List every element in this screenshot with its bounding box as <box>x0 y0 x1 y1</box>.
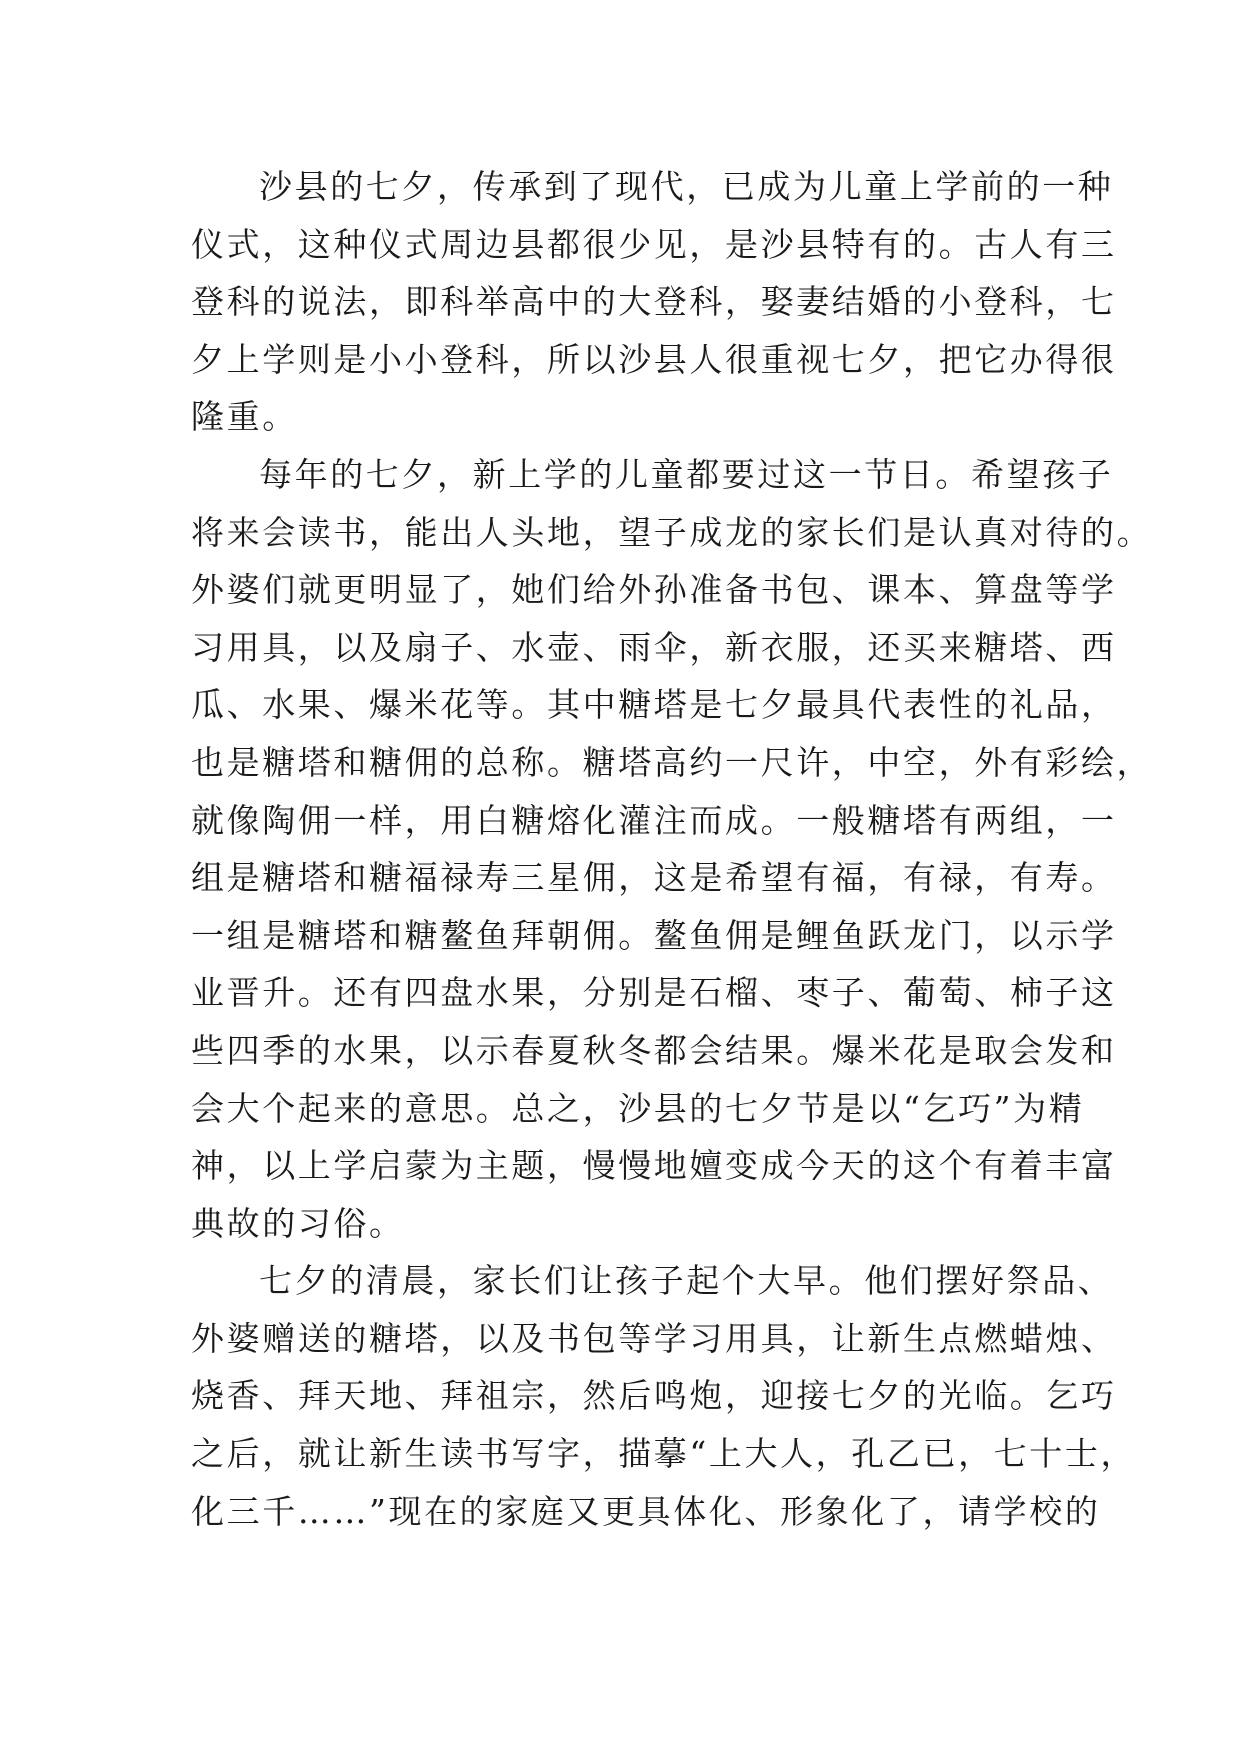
paragraph-2-line: 将来会读书，能出人头地，望子成龙的家长们是认真对待的。 <box>191 512 1153 552</box>
paragraph-2-line: 外婆们就更明显了，她们给外孙准备书包、课本、算盘等学 <box>191 570 1117 610</box>
paragraph-2-line: 业晋升。还有四盘水果，分别是石榴、枣子、葡萄、柿子这 <box>191 973 1117 1013</box>
paragraph-2-line: 就像陶佣一样，用白糖熔化灌注而成。一般糖塔有两组，一 <box>191 800 1117 840</box>
paragraph-2-line: 每年的七夕，新上学的儿童都要过这一节日。希望孩子 <box>259 454 1114 494</box>
body-text <box>191 158 1153 1540</box>
paragraph-3-line: 烧香、拜天地、拜祖宗，然后鸣炮，迎接七夕的光临。乞巧 <box>191 1376 1117 1416</box>
paragraph-2-line: 习用具，以及扇子、水壶、雨伞，新衣服，还买来糖塔、西 <box>191 627 1117 667</box>
paragraph-1-line: 夕上学则是小小登科，所以沙县人很重视七夕，把它办得很 <box>191 339 1117 379</box>
paragraph-2-line: 一组是糖塔和糖鳌鱼拜朝佣。鳌鱼佣是鲤鱼跃龙门，以示学 <box>191 915 1117 955</box>
paragraph-2-line: 瓜、水果、爆米花等。其中糖塔是七夕最具代表性的礼品， <box>191 685 1117 725</box>
paragraph-3-line: 之后，就让新生读书写字，描摹“上大人，孔乙已，七十士， <box>191 1434 1137 1474</box>
paragraph-1-line: 登科的说法，即科举高中的大登科，娶妻结婚的小登科，七 <box>191 282 1117 322</box>
paragraph-2-line: 组是糖塔和糖福禄寿三星佣，这是希望有福，有禄，有寿。 <box>191 858 1117 898</box>
paragraph-3-line: 外婆赠送的糖塔，以及书包等学习用具，让新生点燃蜡烛、 <box>191 1318 1117 1358</box>
paragraph-1-line: 仪式，这种仪式周边县都很少见，是沙县特有的。古人有三 <box>191 224 1117 264</box>
paragraph-2-line: 些四季的水果，以示春夏秋冬都会结果。爆米花是取会发和 <box>191 1030 1117 1070</box>
paragraph-2-line: 神，以上学启蒙为主题，慢慢地嬗变成今天的这个有着丰富 <box>191 1146 1117 1186</box>
paragraph-2-line: 也是糖塔和糖佣的总称。糖塔高约一尺许，中空，外有彩绘， <box>191 742 1153 782</box>
paragraph-1-line: 隆重。 <box>191 397 298 437</box>
paragraph-1-line: 沙县的七夕，传承到了现代，已成为儿童上学前的一种 <box>259 167 1114 206</box>
paragraph-3-line: 七夕的清晨，家长们让孩子起个大早。他们摆好祭品、 <box>259 1261 1114 1301</box>
paragraph-3-line: 化三千……”现在的家庭又更具体化、形象化了，请学校的 <box>191 1491 1101 1531</box>
paragraph-2-line: 典故的习俗。 <box>191 1203 405 1243</box>
paragraph-2-line: 会大个起来的意思。总之，沙县的七夕节是以“乞巧”为精 <box>191 1088 1085 1128</box>
